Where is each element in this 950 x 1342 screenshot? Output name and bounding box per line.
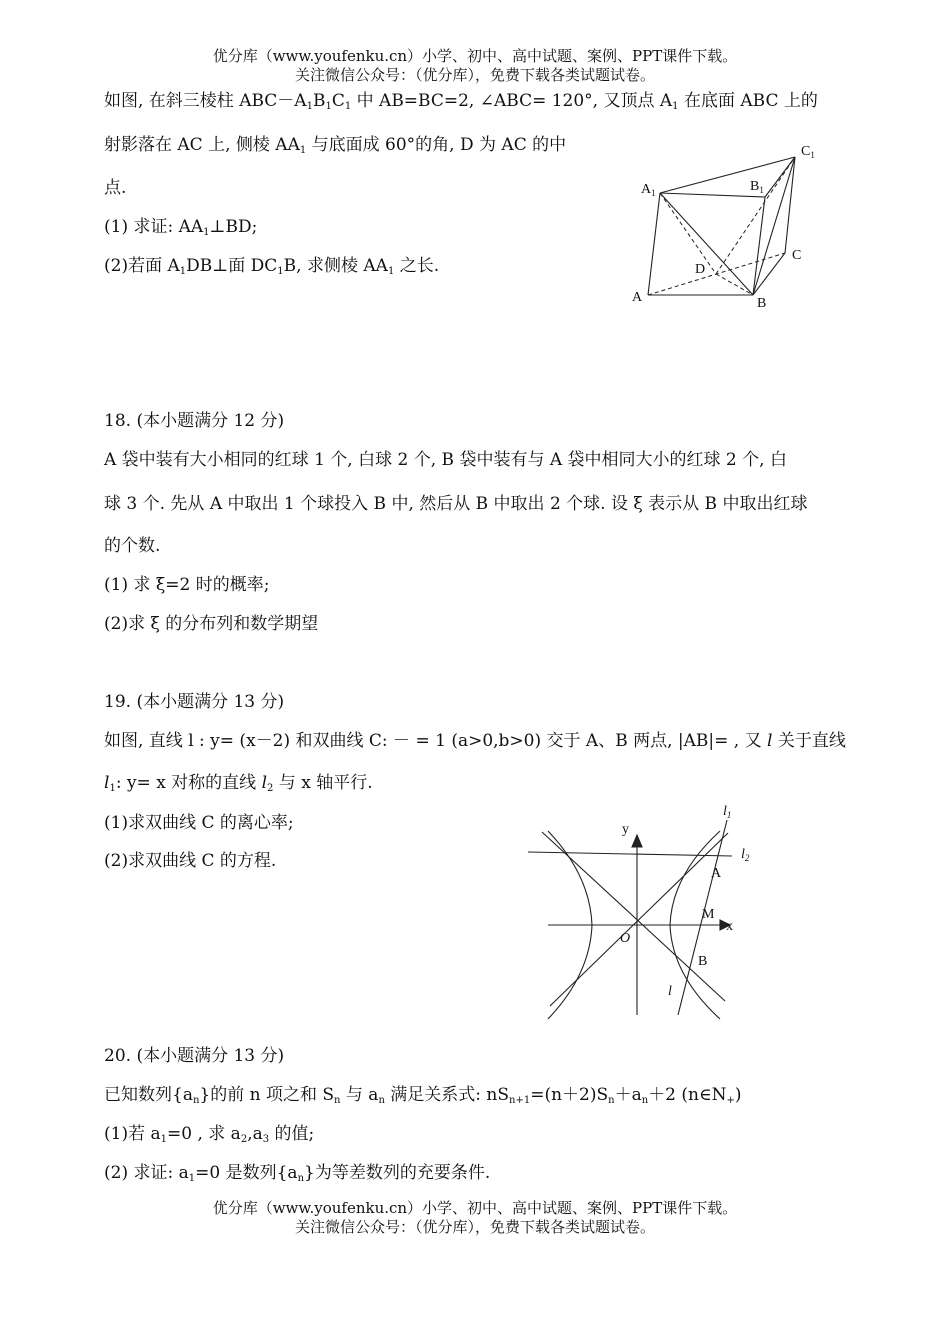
segment-a1b xyxy=(660,193,753,295)
label-y: y xyxy=(622,822,629,837)
edge-cc1 xyxy=(785,157,795,253)
q17-line-2: 射影落在 AC 上, 侧棱 $AA_1$ 与底面成 60°的角, D 为 AC 的中 xyxy=(104,135,567,156)
q19-part-2: (2)求双曲线 C 的方程. xyxy=(104,851,277,871)
label-l2: $l_2$ xyxy=(741,847,750,863)
q17-part-2: (2)若面 $A_1DB\perp$面 $DC_1B$, 求侧棱 $AA_1$ 之长. xyxy=(104,256,440,277)
q17-part-1: (1) 求证: $AA_1\perp BD$; xyxy=(104,217,258,238)
edge-a1c1 xyxy=(660,157,795,193)
edge-aa1 xyxy=(648,193,660,295)
label-b1: $B_1$ xyxy=(750,179,764,195)
q19-part-1: (1)求双曲线 C 的离心率; xyxy=(104,813,294,833)
label-a: A xyxy=(632,290,643,305)
segment-db-hidden xyxy=(716,274,753,295)
label-c1: $C_1$ xyxy=(801,144,815,160)
segment-c1b xyxy=(753,157,795,295)
label-m: M xyxy=(702,907,715,922)
footer-line-1: 优分库（www.youfenku.cn）小学、初中、高中试题、案例、PPT课件下载。 xyxy=(212,1199,738,1217)
q18-title: 18. (本小题满分 12 分) xyxy=(104,411,285,431)
q18-line-1: A 袋中装有大小相同的红球 1 个, 白球 2 个, B 袋中装有与 A 袋中相同大小的红球 2 个, 白 xyxy=(104,450,787,470)
y-axis-arrow xyxy=(632,835,642,847)
label-a1: $A_1$ xyxy=(641,182,656,198)
q17-line-3: 点. xyxy=(104,178,127,198)
label-b: B xyxy=(698,954,708,969)
label-l: l xyxy=(668,984,672,999)
header-line-2: 关注微信公众号：（优分库），免费下载各类试题试卷。 xyxy=(294,66,655,84)
footer-line-2: 关注微信公众号：（优分库），免费下载各类试题试卷。 xyxy=(294,1218,655,1236)
q20-part-2: (2) 求证: $a_1=0$ 是数列$\{a_n\}$为等差数列的充要条件. xyxy=(104,1163,491,1184)
label-origin: O xyxy=(620,931,631,946)
q18-part-2: (2)求 ξ 的分布列和数学期望 xyxy=(104,614,319,634)
q19-line-1: 如图, 直线 l : y= (x－2) 和双曲线 C: － = 1 (a>0,b>0) 交于 A、B 两点, |AB|= , 又 l 关于直线 xyxy=(104,731,846,751)
label-d: D xyxy=(695,262,706,277)
prism-figure xyxy=(620,135,830,315)
q17-line-1: 如图, 在斜三棱柱 $ABC-A_1B_1C_1$ 中 AB=BC=2, ∠ABC= 120°, 又顶点 $A_1$ 在底面 ABC 上的 xyxy=(104,91,818,112)
label-l1: $l_1$ xyxy=(723,804,732,820)
label-c: C xyxy=(792,248,802,263)
q19-line-2: $l_1$: y= x 对称的直线 $l_2$ 与 x 轴平行. xyxy=(104,773,373,794)
header-line-1: 优分库（www.youfenku.cn）小学、初中、高中试题、案例、PPT课件下载。 xyxy=(212,47,738,65)
edge-bb1 xyxy=(753,197,765,295)
q18-line-2: 球 3 个. 先从 A 中取出 1 个球投入 B 中, 然后从 B 中取出 2 个球. 设 ξ 表示从 B 中取出红球 xyxy=(104,494,808,514)
q19-title: 19. (本小题满分 13 分) xyxy=(104,692,285,712)
q18-line-3: 的个数. xyxy=(104,536,161,556)
label-b: B xyxy=(757,296,767,311)
q20-line-1: 已知数列$\{a_n\}$的前 n 项之和 $S_n$ 与 $a_n$ 满足关系式: $nS_{n+1}=(n+2)S_n+a_n+2$ $(n\in N_+)$ xyxy=(104,1085,742,1106)
q20-title: 20. (本小题满分 13 分) xyxy=(104,1046,285,1066)
label-a: A xyxy=(711,866,722,881)
label-x: x xyxy=(726,919,733,934)
q20-part-1: (1)若 $a_1=0$ , 求 $a_2,a_3$ 的值; xyxy=(104,1124,315,1145)
segment-a1d-hidden xyxy=(660,193,716,274)
hyperbola-figure xyxy=(520,795,780,1025)
line-l2 xyxy=(528,852,732,856)
q18-part-1: (1) 求 ξ=2 时的概率; xyxy=(104,575,270,595)
